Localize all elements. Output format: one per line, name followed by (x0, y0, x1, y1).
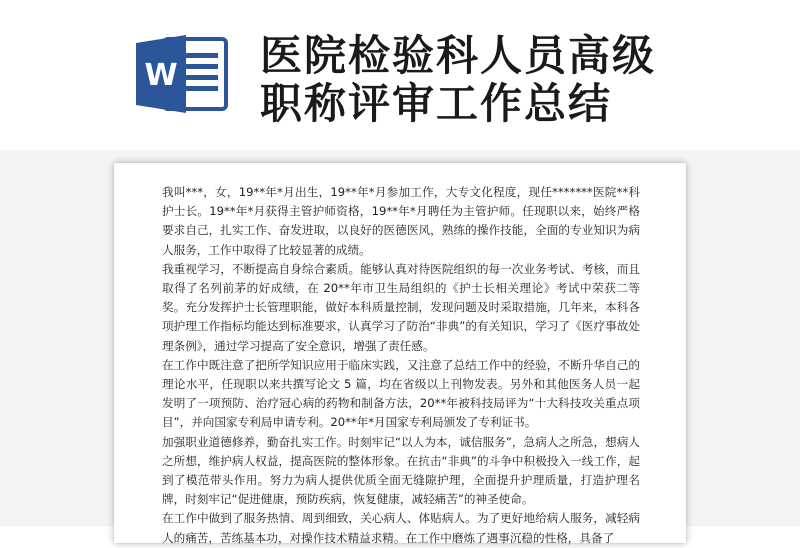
title-line-1: 医院检验科人员高级 (260, 31, 657, 80)
paragraph: 我叫***，女，19**年*月出生，19**年*月参加工作，大专文化程度，现任*******医院**科护士长。19**年*月获得主管护师资格，19**年*月聘任为主管护师。任现职以来，始终严格要求自己，扎实工作、奋发进取，以良好的医德医风，熟练的操作技能，全面的专业知识为病人服务，工作中取得了比较显著的成绩。 (162, 185, 640, 257)
paragraph: 加强职业道德修养，勤奋扎实工作。时刻牢记“以人为本，诚信服务”，急病人之所急，想病人之所想，维护病人权益，提高医院的整体形象。在抗击“非典”的斗争中积极投入一线工作，起到了模范带头作用。努力为病人提供优质全面无缝隙护理，全面提升护理质量，打造护理名牌，时刻牢记“促进健康，预防疾病，恢复健康，减轻痛苦”的神圣使命。 (162, 434, 640, 507)
header (0, 0, 800, 150)
paragraph: 在工作中做到了服务热情、周到细致，关心病人、体贴病人。为了更好地给病人服务，减轻病人的痛苦，苦练基本功，对操作技术精益求精。在工作中磨炼了遇事沉稳的性格，具备了 (162, 511, 640, 545)
svg-text:W: W (144, 58, 178, 93)
paragraph: 我重视学习，不断提高自身综合素质。能够认真对待医院组织的每一次业务考试、考核，而且取得了名列前茅的好成绩，在 20**年市卫生局组织的《护士长相关理论》考试中荣获二等奖。充分发挥护士长管理职能，做好本科质量控制，发现问题及时采取措施，几年来，本科各项护理工作指标均能达到标准要求，认真学习了防治“非典”的有关知识，学习了《医疗事故处理条例》，通过学习提高了安全意识，增强了责任感。 (162, 261, 640, 353)
page-title (260, 32, 780, 128)
word-document-icon (134, 33, 229, 115)
document-page (114, 163, 686, 543)
title-line-2: 职称评审工作总结 (260, 79, 613, 128)
document-body (162, 183, 640, 548)
paragraph: 在工作中既注意了把所学知识应用于临床实践，又注意了总结工作中的经验，不断升华自己的理论水平，任现职以来共撰写论文 5 篇，均在省级以上刊物发表。另外和其他医务人员一起发明了一项预防、治疗冠心病的药物和制备方法，20**年被科技局评为“十大科技攻关重点项目”，并向国家专利局申请专利。20**年*月国家专利局颁发了专利证书。 (162, 357, 640, 430)
